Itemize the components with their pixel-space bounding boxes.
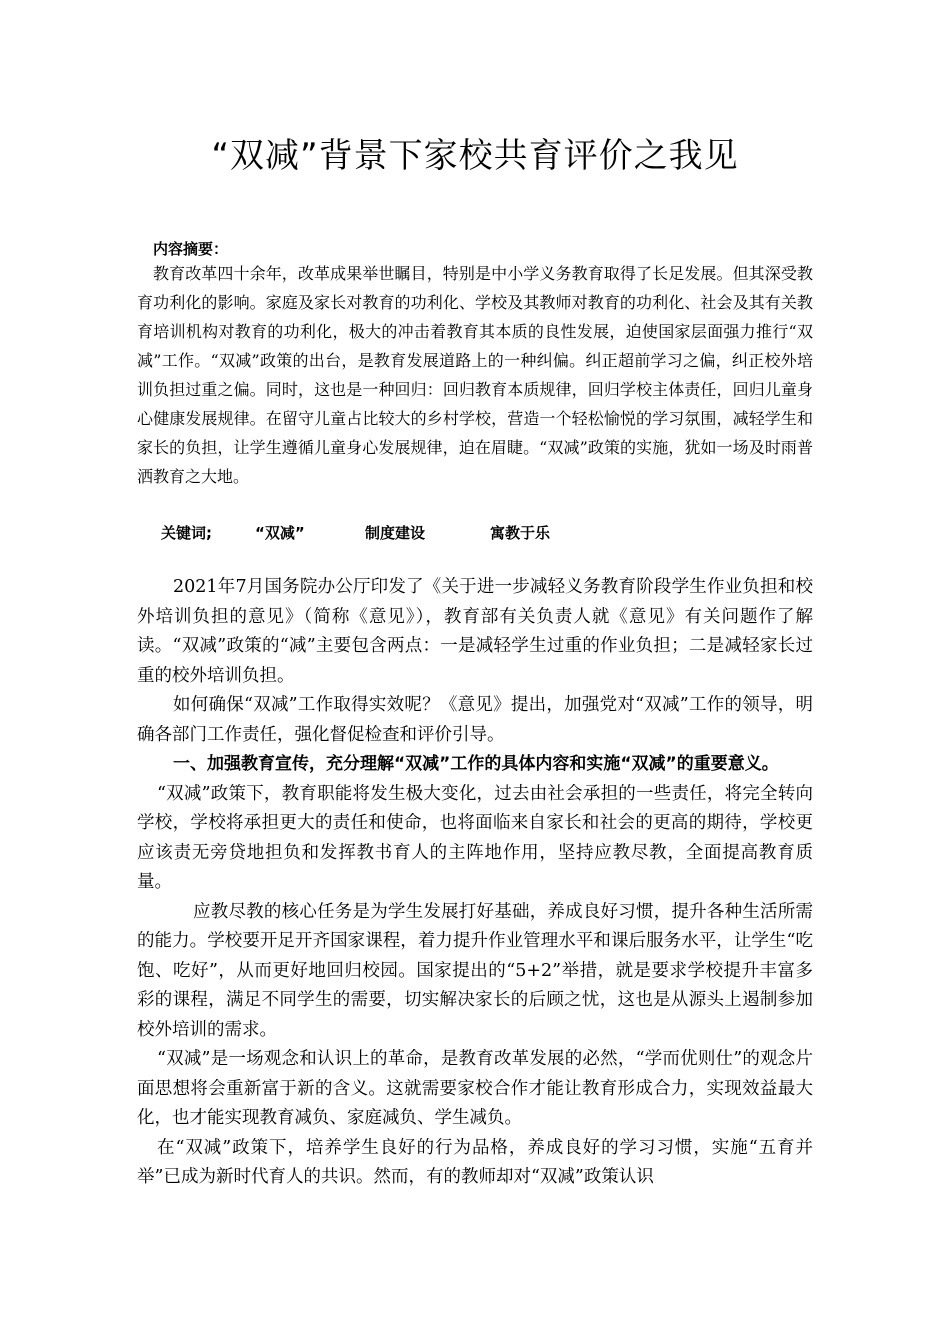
body-paragraph: 如何确保“双减”工作取得实效呢？《意见》提出，加强党对“双减”工作的领导，明确各部门工作责任，强化督促检查和评价引导。: [137, 695, 813, 745]
body-paragraph: “双减”是一场观念和认识上的革命，是教育改革发展的必然，“学而优则仕”的观念片面思想将会重新富于新的含义。这就需要家校合作才能让教育形成合力，实现效益最大化，也才能实现教育减负、家庭减负、学生减负。: [137, 1049, 813, 1128]
body-paragraph: 应教尽教的核心任务是为学生发展打好基础，养成良好习惯，提升各种生活所需的能力。学校要开足开齐国家课程，着力提升作业管理水平和课后服务水平，让学生“吃饱、吃好”，从而更好地回归校园。国家提出的“5+2”举措，就是要求学校提升丰富多彩的课程，满足不同学生的需要，切实解决家长的后顾之忧，这也是从源头上遏制参加校外培训的需求。: [137, 901, 813, 1040]
keyword-item: “双减”: [255, 524, 305, 542]
document-body: [137, 573, 813, 1193]
keyword-item: 制度建设: [365, 524, 426, 542]
body-paragraph: 2021年7月国务院办公厅印发了《关于进一步减轻义务教育阶段学生作业负担和校外培训负担的意见》（简称《意见》），教育部有关负责人就《意见》有关问题作了解读。“双减”政策的“减”主要包含两点：一是减轻学生过重的作业负担；二是减轻家长过重的校外培训负担。: [137, 577, 813, 686]
abstract-label: 内容摘要：: [153, 240, 229, 258]
keywords-line: [161, 522, 550, 543]
abstract-text: 教育改革四十余年，改革成果举世瞩目，特别是中小学义务教育取得了长足发展。但其深受教育功利化的影响。家庭及家长对教育的功利化、学校及其教师对教育的功利化、社会及其有关教育培训机构对教育的功利化，极大的冲击着教育其本质的良性发展，迫使国家层面强力推行“双减”工作。“双减”政策的出台，是教育发展道路上的一种纠偏。纠正超前学习之偏，纠正校外培训负担过重之偏。同时，这也是一种回归：回归教育本质规律，回归学校主体责任，回归儿童身心健康发展规律。在留守儿童占比较大的乡村学校，营造一个轻松愉悦的学习氛围，减轻学生和家长的负担，让学生遵循儿童身心发展规律，迫在眉睫。“双减”政策的实施，犹如一场及时雨普洒教育之大地。: [137, 264, 813, 486]
keywords-label: 关键词;: [161, 524, 212, 542]
document-title: “双减”背景下家校共育评价之我见: [211, 136, 739, 176]
keyword-item: 寓教于乐: [490, 524, 551, 542]
body-paragraph: “双减”政策下，教育职能将发生极大变化，过去由社会承担的一些责任，将完全转向学校，学校将承担更大的责任和使命，也将面临来自家长和社会的更高的期待，学校更应该责无旁贷地担负和发挥教书育人的主阵地作用，坚持应教尽教，全面提高教育质量。: [137, 783, 813, 892]
body-paragraph: 在“双减”政策下，培养学生良好的行为品格，养成良好的学习习惯，实施“五育并举”已成为新时代育人的共识。然而，有的教师却对“双减”政策认识: [137, 1137, 813, 1187]
section-heading: 一、加强教育宣传，充分理解“双减”工作的具体内容和实施“双减”的重要意义。: [173, 754, 779, 774]
